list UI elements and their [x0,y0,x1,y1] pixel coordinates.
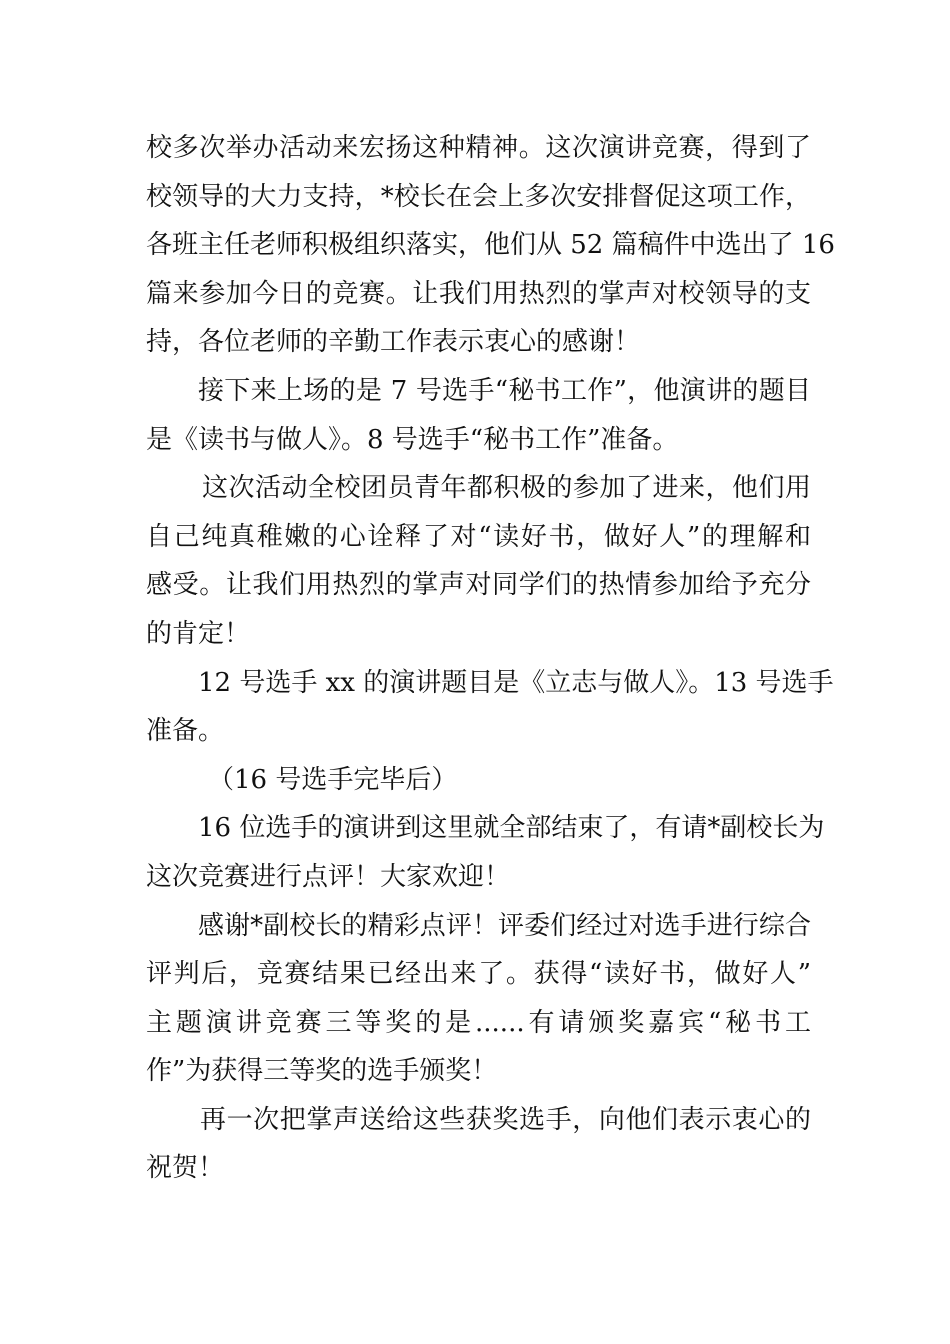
document-body [146,124,835,1193]
text-line: 是《读书与做人》。8 号选手“秘书工作”准备。 [146,424,679,455]
text-line: 祝贺！ [146,1153,225,1184]
text-line: 感受。让我们用热烈的掌声对同学们的热情参加给予充分 [146,570,811,601]
text-line: 的肯定！ [146,618,251,649]
text-line: 篇来参加今日的竞赛。让我们用热烈的掌声对校领导的支 [146,278,811,309]
text-line: （16 号选手完毕后） [208,764,458,795]
text-line: 评判后，竞赛结果已经出来了。获得“读好书，做好人” [146,959,811,990]
text-line: 自己纯真稚嫩的心诠释了对“读好书，做好人”的理解和 [146,521,811,552]
text-line: 校多次举办活动来宏扬这种精神。这次演讲竞赛，得到了 [146,133,811,163]
text-line: 持，各位老师的辛勤工作表示衷心的感谢！ [146,327,641,358]
text-line: 再一次把掌声送给这些获奖选手，向他们表示衷心的 [200,1104,811,1135]
text-line: 这次活动全校团员青年都积极的参加了进来，他们用 [202,473,811,504]
text-line: 准备。 [146,716,225,747]
text-line: 主题演讲竞赛三等奖的是......有请颁奖嘉宾“秘书工 [146,1007,811,1038]
text-line: 校领导的大力支持，*校长在会上多次安排督促这项工作， [146,181,811,212]
text-line: 接下来上场的是 7 号选手“秘书工作”，他演讲的题目 [198,375,811,406]
text-line: 作”为获得三等奖的选手颁奖！ [146,1056,498,1087]
text-line: 感谢*副校长的精彩点评！评委们经过对选手进行综合 [198,910,811,941]
text-line: 这次竞赛进行点评！大家欢迎！ [146,861,511,892]
text-line: 各班主任老师积极组织落实，他们从 52 篇稿件中选出了 16 [146,230,835,261]
text-line: 16 位选手的演讲到这里就全部结束了，有请*副校长为 [198,813,825,844]
text-line: 12 号选手 xx 的演讲题目是《立志与做人》。13 号选手 [198,667,834,698]
